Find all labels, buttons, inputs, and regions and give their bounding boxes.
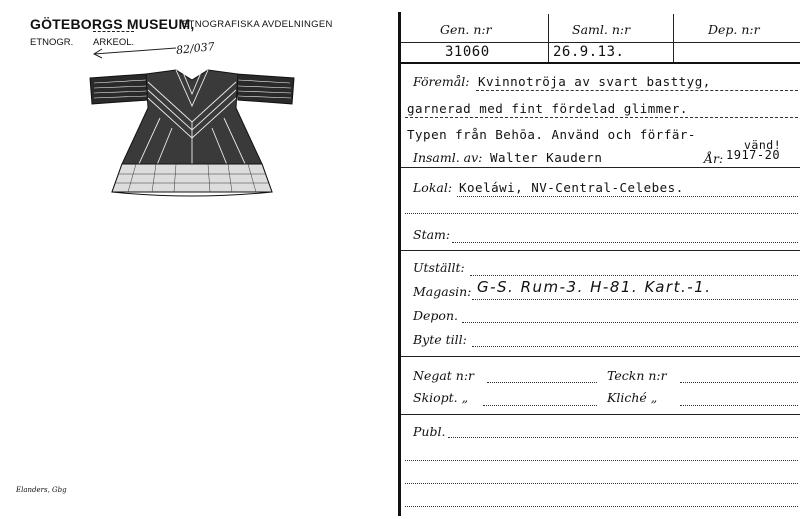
row-rule — [472, 346, 798, 347]
row-rule — [401, 356, 800, 357]
row-rule — [483, 405, 597, 406]
ar-label: År: — [704, 151, 724, 166]
magasin-value: G-S. Rum-3. H-81. Kart.-1. — [477, 278, 712, 296]
negat-label: Negat n:r — [413, 368, 475, 383]
column-separator — [548, 14, 549, 62]
foremal-line-1: Kvinnotröja av svart basttyg, — [478, 74, 711, 89]
row-rule — [405, 483, 798, 484]
saml-value: 26.9.13. — [553, 44, 625, 60]
skiopt-label: Skiopt. „ — [413, 390, 469, 405]
card-divider — [398, 12, 401, 516]
row-rule — [405, 117, 798, 118]
column-separator — [673, 14, 674, 62]
stam-label: Stam: — [413, 227, 451, 242]
kliche-label: Kliché „ — [607, 390, 658, 405]
row-rule — [405, 506, 798, 507]
strike-mark — [93, 31, 134, 33]
arkeol-text: ARKEOL. — [93, 37, 135, 48]
foremal-line-3b: vänd! — [744, 138, 782, 152]
row-rule — [476, 90, 798, 91]
lokal-value: Koeláwi, NV-Central-Celebes. — [459, 180, 684, 195]
handwritten-number: 82/037 — [175, 40, 216, 57]
foremal-line-2: garnerad med fint fördelad glimmer. — [407, 101, 688, 116]
row-rule — [457, 196, 798, 197]
row-rule — [401, 42, 800, 43]
insaml-label: Insaml. av: — [413, 150, 483, 165]
foremal-label: Föremål: — [413, 74, 470, 89]
insaml-value: Walter Kaudern — [490, 150, 603, 165]
etnogr-label: ETNOGR. — [30, 37, 74, 48]
row-rule — [680, 405, 798, 406]
row-rule — [452, 242, 798, 243]
depon-label: Depon. — [413, 308, 458, 323]
row-rule — [401, 250, 800, 251]
magasin-label: Magasin: — [413, 284, 472, 299]
ar-value: 1917-20 — [726, 148, 781, 162]
teckn-label: Teckn n:r — [607, 368, 667, 383]
gen-label: Gen. n:r — [440, 22, 492, 37]
department-name: ETNOGRAFISKA AVDELNINGEN — [182, 19, 333, 30]
row-rule — [487, 382, 597, 383]
arrow-icon — [90, 44, 180, 60]
utstallt-label: Utställt: — [413, 260, 465, 275]
museum-name: GÖTEBORGS MUSEUM, — [30, 16, 195, 32]
byte-label: Byte till: — [413, 332, 467, 347]
saml-label: Saml. n:r — [572, 22, 631, 37]
row-rule — [405, 213, 798, 214]
row-rule — [462, 322, 798, 323]
foremal-line-3: Typen från Behōa. Använd och förfär- — [407, 127, 696, 142]
row-rule — [472, 299, 798, 300]
row-rule — [680, 382, 798, 383]
lokal-label: Lokal: — [413, 180, 453, 195]
row-rule — [401, 167, 800, 168]
row-rule — [401, 62, 800, 64]
printer-imprint: Elanders, Gbg — [16, 486, 67, 494]
publ-label: Publ. — [413, 424, 446, 439]
row-rule — [470, 275, 798, 276]
gen-value: 31060 — [445, 44, 490, 60]
dep-label: Dep. n:r — [708, 22, 760, 37]
row-rule — [401, 414, 800, 415]
row-rule — [448, 437, 798, 438]
row-rule — [405, 460, 798, 461]
garment-drawing — [86, 66, 300, 200]
